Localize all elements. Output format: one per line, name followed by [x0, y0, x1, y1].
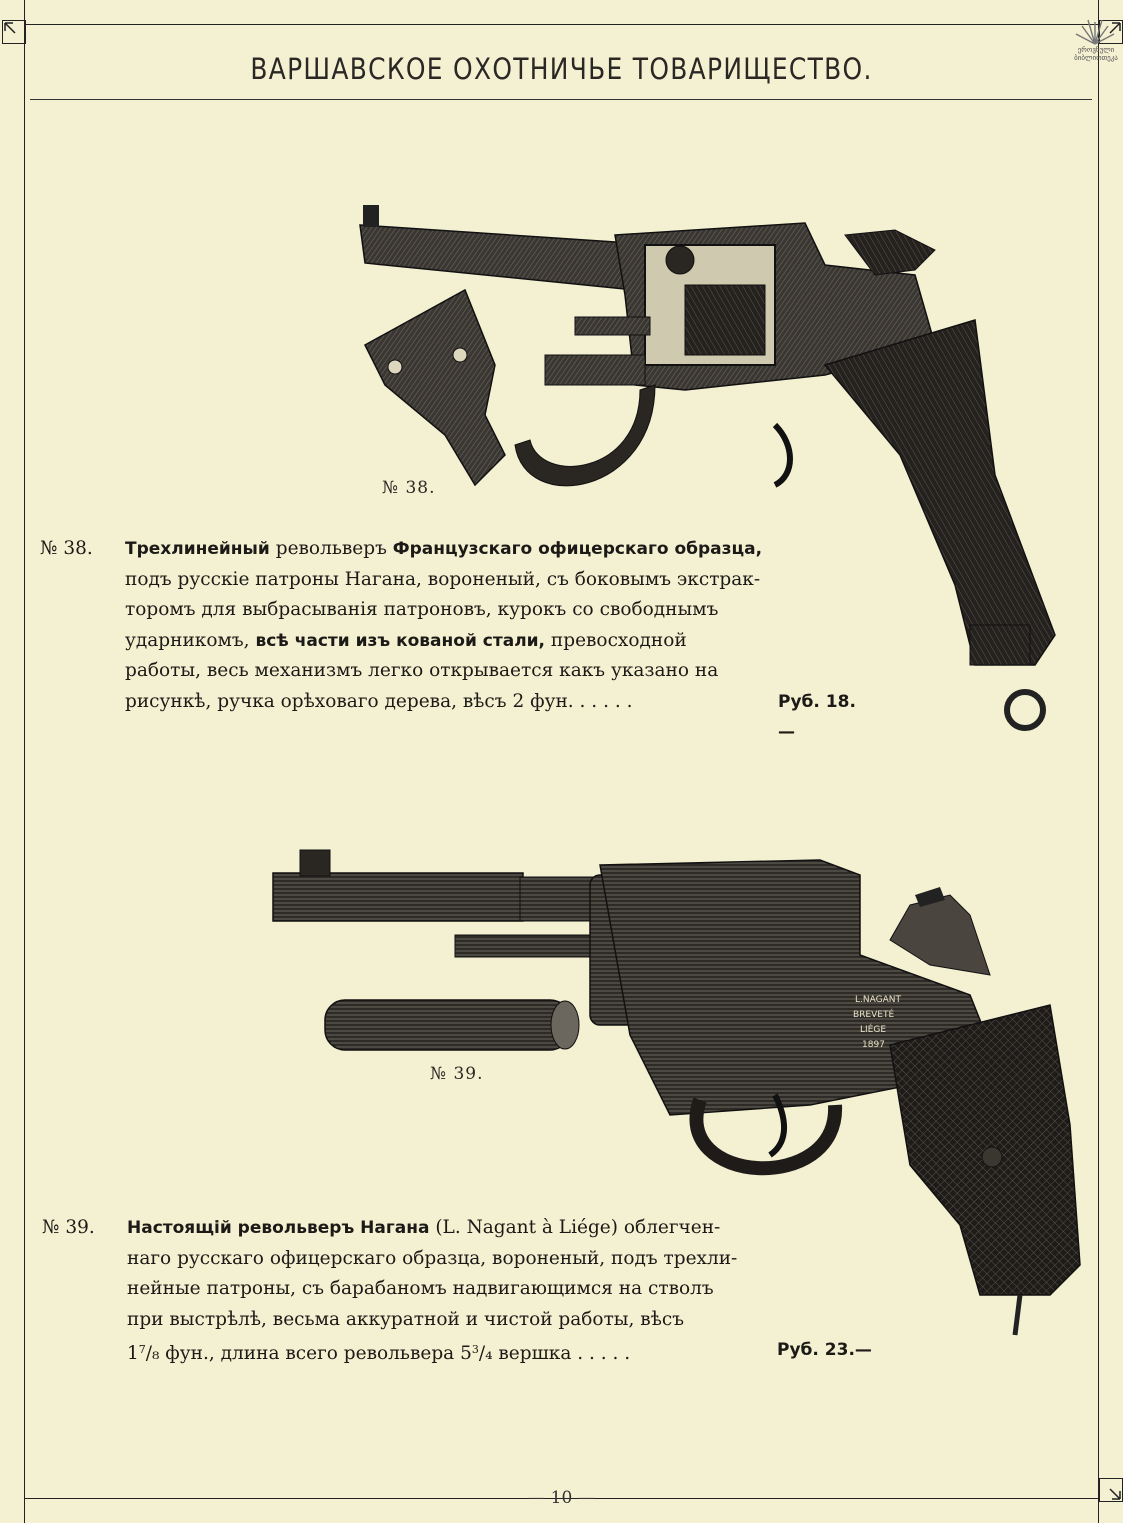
desc-text: работы, весь механизмъ легко открывается какъ указано на [125, 660, 719, 681]
desc-text: торомъ для выбрасыванія патроновъ, курокъ со свободнымъ [125, 599, 719, 620]
desc-line [125, 534, 762, 565]
model-name: Настоящій револьверъ Нагана [127, 1218, 430, 1238]
desc-line [125, 595, 718, 626]
engraving-line: LIÉGE [860, 1025, 887, 1035]
engraving-line: BREVETÉ [853, 1010, 895, 1020]
figure-label-38: № 38. [382, 478, 436, 498]
fraction-numerator: 7 [138, 1343, 146, 1356]
desc-line [125, 656, 718, 687]
desc-text: наго русскаго офицерскаго образца, вороненый, подъ трехли- [127, 1247, 738, 1269]
desc-text: нейные патроны, съ барабаномъ надвигающимся на стволъ [127, 1278, 714, 1299]
desc-line [127, 1335, 630, 1370]
frame-left-line [24, 0, 25, 1523]
engraving-line: L.NAGANT [855, 995, 901, 1005]
corner-ornament-icon [2, 20, 26, 44]
desc-line [127, 1244, 737, 1275]
desc-bold-text: Французскаго офицерскаго образца, [392, 539, 763, 559]
desc-line [125, 687, 632, 718]
desc-text: /₈ фун., длина всего револьвера 5 [145, 1343, 472, 1364]
item-38-description [40, 534, 870, 742]
desc-line [125, 626, 687, 657]
item-number: № 38. [40, 538, 93, 559]
frame-top-line [24, 24, 1098, 25]
price-38: Руб. 18.— [778, 691, 856, 742]
desc-text: ударникомъ, [125, 629, 256, 651]
item-39-description [42, 1213, 872, 1373]
desc-text: рисункѣ, ручка орѣховаго дерева, вѣсъ 2 фун. . . . . . [125, 690, 633, 712]
page-header-title: ВАРШАВСКОЕ ОХОТНИЧЬЕ ТОВАРИЩЕСТВО. [250, 52, 873, 86]
desc-text: при выстрѣлѣ, весьма аккуратной и чистой работы, вѣсъ [127, 1308, 684, 1330]
figure-label-39: № 39. [430, 1064, 484, 1084]
header-rule [30, 99, 1092, 100]
page-number: — 10 — [528, 1488, 595, 1508]
desc-text: (L. Nagant à Liége) облегчен- [429, 1217, 721, 1238]
desc-text: 1 [127, 1343, 139, 1364]
library-logo-text: ეროვნული ბიბლიოთეკა [1074, 46, 1118, 62]
desc-text: /₄ вершка . . . . . [478, 1343, 631, 1364]
desc-line [127, 1305, 684, 1336]
frame-right-line [1098, 0, 1099, 1523]
price-39: Руб. 23.— [777, 1340, 872, 1360]
item-number: № 39. [42, 1217, 95, 1238]
desc-text: подъ русскіе патроны Нагана, вороненый, съ боковымъ экстрак- [125, 568, 761, 590]
fraction-numerator: 3 [471, 1343, 479, 1356]
desc-bold-text: всѣ части изъ кованой стали, [255, 630, 546, 651]
desc-line [127, 1213, 720, 1244]
desc-text: превосходной [545, 629, 687, 651]
desc-text: револьверъ [269, 538, 393, 559]
model-name: Трехлинейный [125, 539, 270, 559]
desc-line [127, 1274, 714, 1305]
engraving-line: 1897 [862, 1040, 885, 1050]
desc-line [125, 565, 760, 596]
